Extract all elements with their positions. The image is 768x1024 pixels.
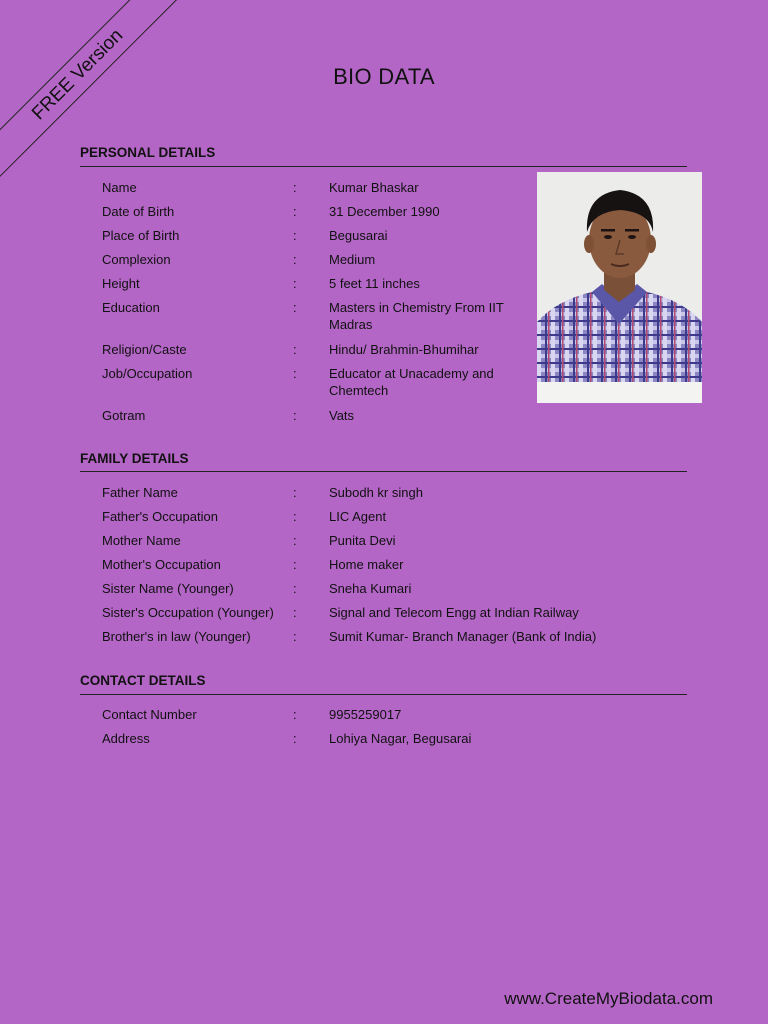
field-label: Sister's Occupation (Younger) [102, 605, 274, 620]
separator: : [293, 204, 297, 219]
field-label: Sister Name (Younger) [102, 581, 234, 596]
field-label: Mother's Occupation [102, 557, 221, 572]
field-label: Job/Occupation [102, 366, 193, 381]
field-value: Sneha Kumari [329, 581, 412, 596]
field-label: Brother's in law (Younger) [102, 629, 251, 644]
contact-details-heading: CONTACT DETAILS [80, 673, 206, 688]
separator: : [293, 300, 297, 315]
field-value: Sumit Kumar- Branch Manager (Bank of India) [329, 629, 597, 644]
field-label: Education [102, 300, 160, 315]
separator: : [293, 342, 297, 357]
field-value: 9955259017 [329, 707, 402, 722]
separator: : [293, 581, 297, 596]
field-label: Place of Birth [102, 228, 180, 243]
separator: : [293, 228, 297, 243]
field-label: Gotram [102, 408, 146, 423]
free-version-ribbon: FREE Version [0, 0, 196, 193]
field-label: Religion/Caste [102, 342, 187, 357]
family-details-divider [80, 471, 687, 472]
field-label: Contact Number [102, 707, 197, 722]
field-value: Vats [329, 408, 355, 423]
field-value: Subodh kr singh [329, 485, 423, 500]
separator: : [293, 533, 297, 548]
field-label: Father Name [102, 485, 178, 500]
field-label: Name [102, 180, 137, 195]
field-value: Educator at Unacademy and Chemtech [329, 366, 494, 398]
personal-details-divider [80, 166, 687, 167]
separator: : [293, 366, 297, 381]
page-title: BIO DATA [333, 64, 435, 89]
separator: : [293, 180, 297, 195]
family-details-heading: FAMILY DETAILS [80, 451, 189, 466]
profile-photo [537, 172, 702, 403]
separator: : [293, 252, 297, 267]
separator: : [293, 509, 297, 524]
separator: : [293, 485, 297, 500]
field-label: Father's Occupation [102, 509, 218, 524]
separator: : [293, 605, 297, 620]
field-label: Mother Name [102, 533, 181, 548]
person-portrait-icon [537, 172, 702, 403]
field-label: Address [102, 731, 150, 746]
field-label: Date of Birth [102, 204, 175, 219]
separator: : [293, 707, 297, 722]
field-value: Punita Devi [329, 533, 396, 548]
field-value: Home maker [329, 557, 404, 572]
field-value: Medium [329, 252, 376, 267]
field-value: Masters in Chemistry From IIT Madras [329, 300, 504, 332]
field-value: Lohiya Nagar, Begusarai [329, 731, 472, 746]
footer-website: www.CreateMyBiodata.com [504, 989, 713, 1008]
personal-details-heading: PERSONAL DETAILS [80, 145, 216, 160]
separator: : [293, 276, 297, 291]
field-value: Hindu/ Brahmin-Bhumihar [329, 342, 479, 357]
separator: : [293, 629, 297, 644]
contact-details-divider [80, 694, 687, 695]
field-label: Complexion [102, 252, 171, 267]
field-value: LIC Agent [329, 509, 387, 524]
separator: : [293, 557, 297, 572]
separator: : [293, 408, 297, 423]
field-value: Kumar Bhaskar [329, 180, 419, 195]
field-label: Height [102, 276, 140, 291]
field-value: Begusarai [329, 228, 388, 243]
field-value: Signal and Telecom Engg at Indian Railway [329, 605, 579, 620]
field-value: 31 December 1990 [329, 204, 440, 219]
field-value: 5 feet 11 inches [329, 276, 420, 291]
separator: : [293, 731, 297, 746]
